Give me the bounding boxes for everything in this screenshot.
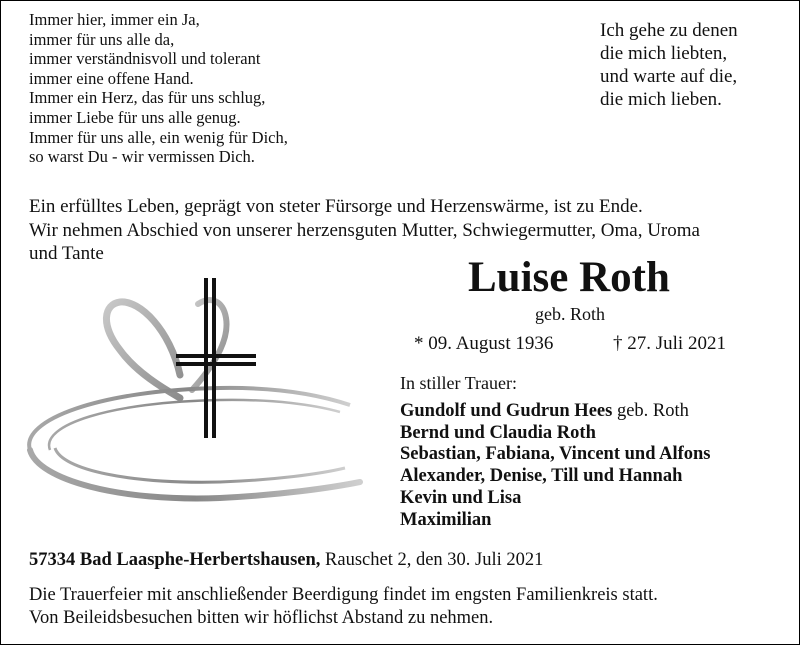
mourner-line: Sebastian, Fabiana, Vincent und Alfons [400,444,711,465]
mourner-line: Alexander, Denise, Till und Hannah [400,466,683,487]
intro-line: und Tante [29,243,104,264]
location-line [29,549,543,571]
birth-date: * 09. August 1936 [414,333,554,354]
poem-left-line: immer für uns alle da, [29,29,175,49]
location-place: 57334 Bad Laasphe-Herbertshausen, [29,550,321,570]
mourner-line [400,401,710,423]
mourner-suffix: geb. Roth [612,401,689,421]
intro-line: Wir nehmen Abschied von unserer herzensguten Mutter, Schwiegermutter, Oma, Uroma [29,219,700,241]
poem-left-line: Immer für uns alle, ein wenig für Dich, [29,127,288,147]
poem-left-line: Immer ein Herz, das für uns schlug, [29,88,266,108]
heart-cross-swoosh-icon [20,270,365,510]
poem-right-line: die mich lieben. [600,89,722,110]
poem-right-line: Ich gehe zu denen [600,20,738,41]
mourner-line: Kevin und Lisa [400,487,522,508]
poem-left [29,10,288,167]
poem-left-line: so warst Du - wir vermissen Dich. [29,147,255,167]
notice-line: Von Beileidsbesuchen bitten wir höflichst Abstand zu nehmen. [29,607,494,628]
mourning-label: In stiller Trauer: [400,373,517,393]
deceased-name: Luise Roth [468,254,670,301]
poem-left-line: Immer hier, immer ein Ja, [29,10,200,29]
poem-left-line: immer verständnisvoll und tolerant [29,49,261,69]
mourners-list [400,401,710,531]
mourner-name: Gundolf und Gudrun Hees [400,401,613,421]
death-date: † 27. Juli 2021 [613,333,726,354]
birth-name: geb. Roth [535,304,605,324]
funeral-notice [29,584,658,629]
intro-line: Ein erfülltes Leben, geprägt von steter Fürsorge und Herzenswärme, ist zu Ende. [29,196,643,217]
notice-line: Die Trauerfeier mit anschließender Beerdigung findet im engsten Familienkreis statt. [29,585,658,605]
mourner-line: Maximilian [400,509,492,530]
poem-left-line: immer Liebe für uns alle genug. [29,107,241,127]
mourner-line: Bernd und Claudia Roth [400,422,596,443]
location-address-date: Rauschet 2, den 30. Juli 2021 [320,550,544,570]
poem-right-line: und warte auf die, [600,66,738,87]
poem-right-line: die mich liebten, [600,43,728,64]
poem-right [600,19,738,111]
poem-left-line: immer eine offene Hand. [29,68,194,88]
